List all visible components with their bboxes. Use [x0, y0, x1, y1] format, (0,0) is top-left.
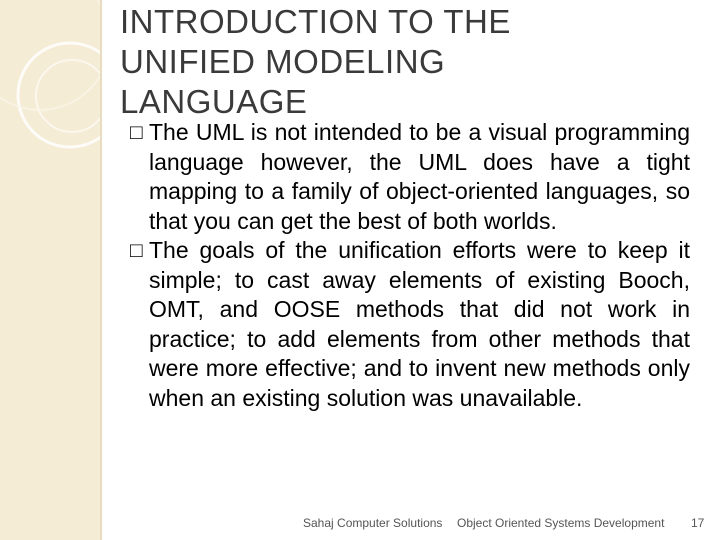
bullet-text: The goals of the unification efforts were to keep it simple; to cast away elements of existing Booch, OMT, and OOSE methods that did not work in practice; to add elements from other methods that were more effective; and to invent new methods only when an existing solution was unavailable. [149, 237, 690, 411]
slide-body [130, 118, 690, 413]
footer-page-number: 17 [691, 516, 705, 530]
bullet-box-icon: □ [130, 121, 143, 144]
side-band-divider [100, 0, 102, 540]
bullet-text: The UML is not intended to be a visual programming language however, the UML does have a tight mapping to a family of object-oriented languages, so that you can get the best of both worlds. [149, 119, 690, 234]
bullet-item [130, 236, 690, 413]
bullet-box-icon: □ [130, 239, 143, 262]
title-line: LANGUAGE [120, 83, 308, 120]
bullet-item [130, 118, 690, 236]
title-line: UNIFIED MODELING [120, 43, 446, 80]
decorative-side-band [0, 0, 100, 540]
decorative-circles-graphic [0, 0, 100, 540]
footer-course-title: Object Oriented Systems Development [457, 516, 665, 530]
footer-author: Sahaj Computer Solutions [303, 516, 443, 530]
slide-title [120, 2, 680, 122]
title-line: INTRODUCTION TO THE [120, 3, 511, 40]
